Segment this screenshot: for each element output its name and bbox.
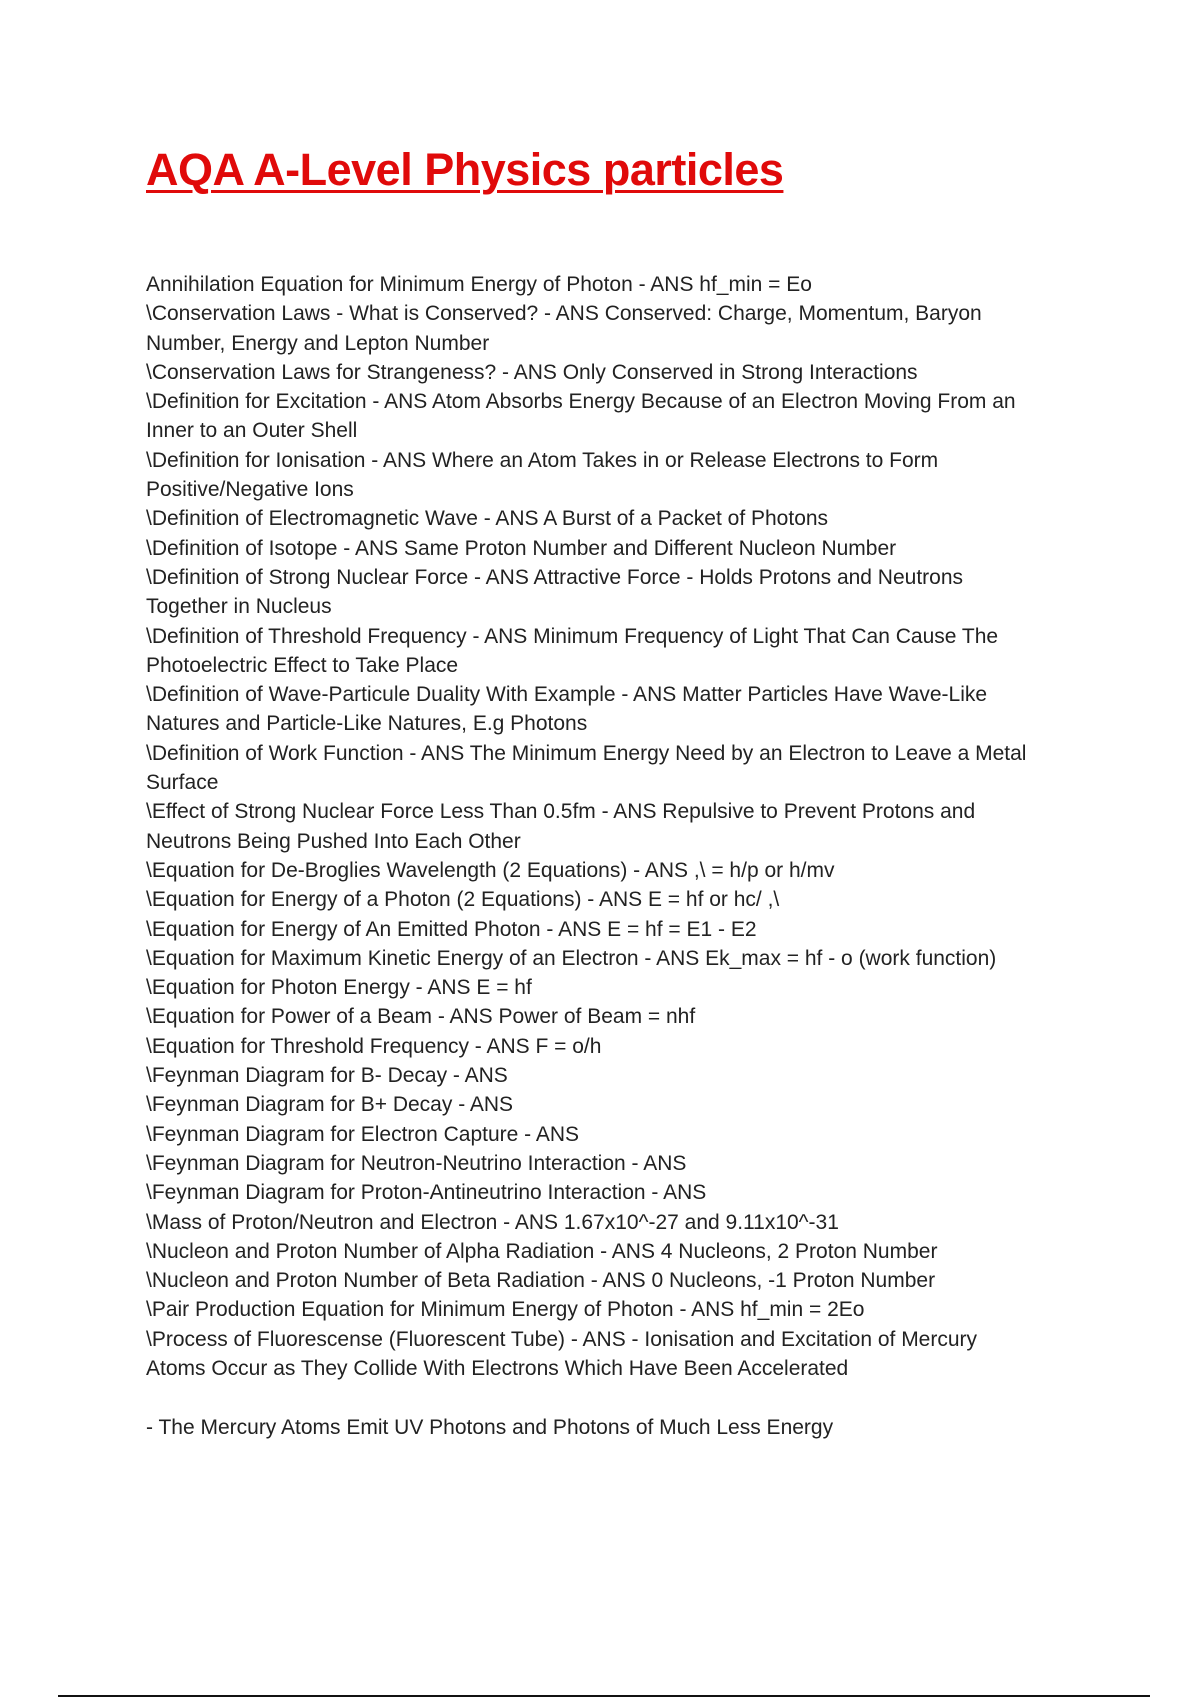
qa-entry	[146, 534, 1026, 563]
qa-entry	[146, 1120, 1026, 1149]
qa-entry	[146, 1090, 1026, 1119]
qa-entry-line: Annihilation Equation for Minimum Energy of Photon - ANS hf_min = Eo	[146, 273, 812, 296]
qa-entry	[146, 1208, 1026, 1237]
qa-entry-line: \Equation for Energy of a Photon (2 Equations) - ANS E = hf or hc/ ,\	[146, 888, 780, 912]
qa-entry	[146, 504, 1026, 533]
qa-entry-line: \Conservation Laws for Strangeness? - ANS Only Conserved in Strong Interactions	[146, 360, 918, 384]
qa-entry-line: \Pair Production Equation for Minimum Energy of Photon - ANS hf_min = 2Eo	[146, 1298, 865, 1322]
qa-entry-line: \Feynman Diagram for Electron Capture - ANS	[146, 1122, 580, 1146]
qa-entry-line: \Equation for Photon Energy - ANS E = hf	[146, 976, 532, 1000]
qa-entry-line: \Equation for Energy of An Emitted Photon - ANS E = hf = E1 - E2	[146, 917, 757, 941]
qa-entry-line: Positive/Negative Ions	[146, 478, 354, 502]
qa-entry	[146, 885, 1026, 914]
qa-entry-line: Atoms Occur as They Collide With Electrons Which Have Been Accelerated	[146, 1356, 849, 1380]
qa-entry-line: \Definition of Work Function - ANS The Minimum Energy Need by an Electron to Leave a Metal	[146, 741, 1027, 765]
qa-entry	[146, 1061, 1026, 1090]
qa-entry-line: \Process of Fluorescense (Fluorescent Tube) - ANS - Ionisation and Excitation of Mercury	[146, 1327, 978, 1351]
qa-entry-line: \Nucleon and Proton Number of Alpha Radiation - ANS 4 Nucleons, 2 Proton Number	[146, 1239, 938, 1263]
qa-entry-line: \Nucleon and Proton Number of Beta Radiation - ANS 0 Nucleons, -1 Proton Number	[146, 1269, 936, 1293]
qa-entry	[146, 1178, 1026, 1207]
qa-entry	[146, 1295, 1026, 1324]
qa-entry-line: \Definition for Ionisation - ANS Where an Atom Takes in or Release Electrons to Form	[146, 448, 939, 472]
qa-entry	[146, 270, 1026, 299]
qa-entry-line: \Feynman Diagram for Proton-Antineutrino Interaction - ANS	[146, 1181, 707, 1205]
page-bottom-rule	[58, 1695, 1150, 1697]
qa-entry	[146, 856, 1026, 885]
qa-entry	[146, 797, 1026, 856]
qa-entry	[146, 973, 1026, 1002]
qa-entry	[146, 1266, 1026, 1295]
qa-entry-line: \Feynman Diagram for B+ Decay - ANS	[146, 1093, 514, 1117]
qa-entry-line: \Equation for Threshold Frequency - ANS F = o/h	[146, 1034, 602, 1058]
qa-entry	[146, 563, 1026, 622]
qa-entry-line: Surface	[146, 771, 219, 795]
qa-entry	[146, 622, 1026, 681]
qa-entry-line: Natures and Particle-Like Natures, E.g Photons	[146, 712, 588, 736]
qa-entry-line: \Equation for Maximum Kinetic Energy of an Electron - ANS Ek_max = hf - o (work function)	[146, 946, 997, 970]
qa-entry-line: \Mass of Proton/Neutron and Electron - ANS 1.67x10^-27 and 9.11x10^-31	[146, 1210, 839, 1234]
document-title: AQA A-Level Physics particles	[146, 144, 784, 195]
qa-list	[146, 270, 1026, 1442]
qa-entry	[146, 1149, 1026, 1178]
qa-entry-line: Number, Energy and Lepton Number	[146, 331, 490, 355]
qa-entry	[146, 1325, 1026, 1384]
qa-entry	[146, 446, 1026, 505]
qa-entry-line: \Definition of Isotope - ANS Same Proton Number and Different Nucleon Number	[146, 536, 897, 560]
qa-entry-line: \Conservation Laws - What is Conserved? - ANS Conserved: Charge, Momentum, Baryon	[146, 302, 982, 326]
qa-entry-line: \Definition of Wave-Particule Duality With Example - ANS Matter Particles Have Wave-Like	[146, 683, 988, 707]
qa-entry-line: Photoelectric Effect to Take Place	[146, 653, 459, 677]
qa-entry	[146, 299, 1026, 358]
qa-entry	[146, 358, 1026, 387]
qa-entry-line: \Equation for Power of a Beam - ANS Power of Beam = nhf	[146, 1005, 696, 1029]
qa-entry-continuation: - The Mercury Atoms Emit UV Photons and Photons of Much Less Energy	[146, 1415, 834, 1439]
qa-entry-line: Inner to an Outer Shell	[146, 419, 358, 443]
qa-entry-line: \Definition of Threshold Frequency - ANS Minimum Frequency of Light That Can Cause The	[146, 624, 999, 648]
qa-entry	[146, 680, 1026, 739]
qa-entry	[146, 1032, 1026, 1061]
qa-entry-line: \Definition of Electromagnetic Wave - ANS A Burst of a Packet of Photons	[146, 507, 829, 531]
qa-entry-line: \Definition for Excitation - ANS Atom Absorbs Energy Because of an Electron Moving From an	[146, 390, 1016, 414]
qa-entry	[146, 915, 1026, 944]
qa-entry-line: Together in Nucleus	[146, 595, 332, 619]
qa-entry-line: \Feynman Diagram for Neutron-Neutrino Interaction - ANS	[146, 1151, 687, 1175]
qa-entry	[146, 739, 1026, 798]
blank-line	[146, 1383, 1026, 1412]
qa-entry	[146, 944, 1026, 973]
qa-entry	[146, 387, 1026, 446]
qa-entry-line: \Feynman Diagram for B- Decay - ANS	[146, 1064, 508, 1088]
qa-entry-line: \Equation for De-Broglies Wavelength (2 Equations) - ANS ,\ = h/p or h/mv	[146, 858, 835, 882]
qa-entry	[146, 1237, 1026, 1266]
qa-entry-line: \Definition of Strong Nuclear Force - ANS Attractive Force - Holds Protons and Neutrons	[146, 565, 964, 589]
qa-entry-line: Neutrons Being Pushed Into Each Other	[146, 829, 521, 853]
qa-entry-line: \Effect of Strong Nuclear Force Less Than 0.5fm - ANS Repulsive to Prevent Protons and	[146, 800, 976, 824]
qa-entry	[146, 1002, 1026, 1031]
